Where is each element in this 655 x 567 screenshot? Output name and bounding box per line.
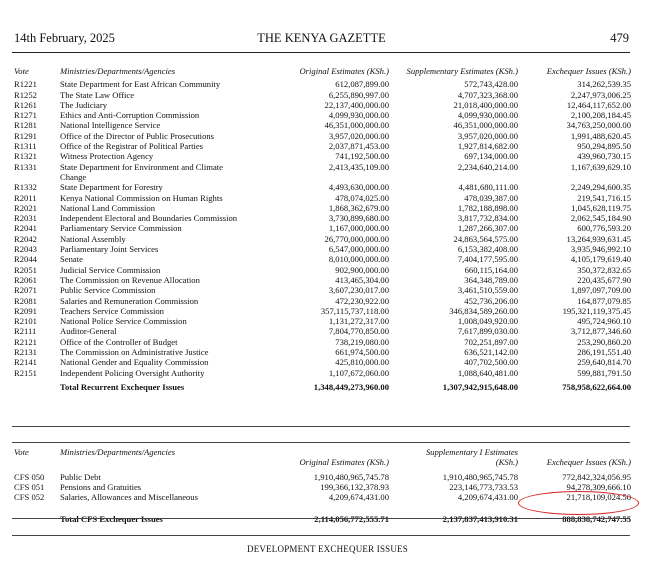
row-vote: R1271 (14, 110, 37, 121)
row-supplementary: 4,707,323,368.00 (457, 89, 518, 100)
row-supplementary: 4,209,674,431.00 (457, 492, 518, 503)
recurrent-total-original: 1,348,449,273,960.00 (313, 381, 389, 392)
table-row (14, 234, 633, 244)
row-original: 4,099,930,000.00 (328, 110, 389, 121)
table-row (14, 203, 633, 213)
recurrent-total-top-rule (12, 426, 630, 427)
row-name: Independent Electoral and Boundaries Commission (60, 213, 238, 224)
row-original: 478,074,025.00 (335, 192, 389, 203)
table-row (14, 357, 633, 367)
row-exchequer: 2,062,545,184.90 (570, 213, 631, 224)
row-original: 357,115,737,118.00 (320, 305, 389, 316)
table-row (14, 347, 633, 357)
row-vote: R1291 (14, 130, 37, 141)
row-name: The State Law Office (60, 89, 135, 100)
row-supplementary: 572,743,428.00 (464, 79, 518, 90)
row-exchequer: 21,718,109,024.50 (566, 492, 631, 503)
row-supplementary: 7,404,177,595.00 (457, 254, 518, 265)
row-original: 1,868,362,679.00 (328, 202, 389, 213)
row-name: The Commission on Administrative Justice (60, 347, 209, 358)
row-original: 3,730,899,680.00 (328, 213, 389, 224)
row-exchequer: 94,278,309,666.10 (566, 481, 631, 492)
row-supplementary: 364,348,789.00 (464, 274, 518, 285)
row-vote: R1252 (14, 89, 37, 100)
row-exchequer: 1,167,639,629.10 (570, 161, 631, 172)
row-supplementary: 1,782,188,898.00 (457, 202, 518, 213)
row-original: 4,209,674,431.00 (328, 492, 389, 503)
table-row (14, 492, 633, 502)
row-name: Senate (60, 254, 83, 265)
row-vote: R2081 (14, 295, 37, 306)
row-exchequer: 1,045,628,119.75 (571, 202, 631, 213)
row-vote: CFS 052 (14, 492, 45, 503)
row-vote: R2141 (14, 357, 37, 368)
row-vote: R2131 (14, 347, 37, 358)
row-exchequer: 164,877,079.85 (577, 295, 631, 306)
table-row (14, 265, 633, 275)
row-original: 413,465,304.00 (335, 274, 389, 285)
row-original: 46,351,000,000.00 (324, 120, 389, 131)
row-name: State Department for Environment and Climate Change (60, 161, 223, 182)
cfs-col-exchequer: Exchequer Issues (KSh.) (546, 457, 631, 468)
header-rule (12, 52, 630, 53)
row-original: 472,230,922.00 (335, 295, 389, 306)
row-exchequer: 259,640,814.70 (577, 357, 631, 368)
row-supplementary: 1,910,480,965,745.78 (442, 471, 518, 482)
row-vote: R2071 (14, 285, 37, 296)
row-supplementary: 697,134,000.00 (464, 151, 518, 162)
row-supplementary: 21,018,400,000.00 (453, 99, 518, 110)
table-row (14, 254, 633, 264)
row-original: 199,366,132,378.93 (320, 481, 389, 492)
row-exchequer: 2,100,208,184.45 (570, 110, 631, 121)
row-name: The Commission on Revenue Allocation (60, 274, 200, 285)
row-original: 22,137,400,000.00 (324, 99, 389, 110)
table-row (14, 368, 633, 378)
row-exchequer: 220,435,677.90 (577, 274, 631, 285)
row-name: Public Service Commission (60, 285, 156, 296)
row-exchequer: 4,105,179,619.40 (570, 254, 631, 265)
row-exchequer: 1,991,488,620.45 (570, 130, 631, 141)
row-vote: R1261 (14, 99, 37, 110)
gazette-title: THE KENYA GAZETTE (257, 31, 386, 45)
row-original: 1,910,480,965,745.78 (313, 471, 389, 482)
row-name: Office of the Controller of Budget (60, 336, 178, 347)
col-exchequer: Exchequer Issues (KSh.) (546, 66, 631, 76)
row-original: 4,493,630,000.00 (328, 182, 389, 193)
row-exchequer: 253,290,860.20 (577, 336, 631, 347)
row-vote: R2011 (14, 192, 37, 203)
row-exchequer: 1,897,097,709.00 (570, 285, 631, 296)
row-vote: R2031 (14, 213, 37, 224)
row-supplementary: 4,481,680,111.00 (458, 182, 518, 193)
col-vote: Vote (14, 66, 29, 76)
table-row (14, 482, 633, 492)
row-name: State Department for Forestry (60, 182, 163, 193)
cfs-table (14, 447, 633, 525)
row-vote: R2151 (14, 367, 37, 378)
row-exchequer: 2,249,294,600.35 (570, 182, 631, 193)
row-original: 902,900,000.00 (335, 264, 389, 275)
table-row (14, 296, 633, 306)
row-exchequer: 599,881,791.50 (577, 367, 631, 378)
row-supplementary: 636,521,142.00 (464, 347, 518, 358)
table-row (14, 193, 633, 203)
row-exchequer: 286,191,551.40 (577, 347, 631, 358)
row-exchequer: 600,776,593.20 (577, 223, 631, 234)
row-exchequer: 950,294,895.50 (577, 141, 631, 152)
table-row (14, 100, 633, 110)
row-original: 2,037,871,453.00 (328, 141, 389, 152)
row-supplementary: 7,617,899,030.00 (457, 326, 518, 337)
row-original: 425,810,000.00 (335, 357, 389, 368)
recurrent-total-exchequer: 758,958,622,664.00 (562, 381, 631, 392)
cfs-header-row-1 (14, 447, 633, 457)
row-name: Independent Policing Oversight Authority (60, 367, 205, 378)
row-exchequer: 2,247,973,006.25 (570, 89, 631, 100)
recurrent-header-row (14, 66, 633, 76)
recurrent-total-label: Total Recurrent Exchequer Issues (60, 381, 185, 392)
row-vote: R2101 (14, 316, 37, 327)
row-supplementary: 702,251,897.00 (464, 336, 518, 347)
col-ministry: Ministries/Departments/Agencies (60, 66, 176, 76)
row-original: 2,413,435,109.00 (328, 161, 389, 172)
row-vote: R2121 (14, 336, 37, 347)
row-supplementary: 3,957,020,000.00 (457, 130, 518, 141)
row-name: Parliamentary Joint Services (60, 244, 159, 255)
table-row (14, 79, 633, 89)
row-supplementary: 3,461,510,559.00 (457, 285, 518, 296)
row-supplementary: 3,817,732,834.00 (457, 213, 518, 224)
row-name: Judicial Service Commission (60, 264, 161, 275)
table-row (14, 141, 633, 151)
row-original: 738,219,080.00 (335, 336, 389, 347)
page-number: 479 (610, 31, 629, 45)
table-row (14, 182, 633, 192)
table-row (14, 131, 633, 141)
row-name: Ethics and Anti-Corruption Commission (60, 110, 200, 121)
row-original: 6,547,000,000.00 (328, 244, 389, 255)
row-original: 1,167,000,000.00 (328, 223, 389, 234)
row-exchequer: 219,541,716.15 (577, 192, 631, 203)
row-supplementary: 1,287,266,307.00 (457, 223, 518, 234)
row-exchequer: 3,712,877,346.60 (570, 326, 631, 337)
row-vote: R1332 (14, 182, 37, 193)
row-original: 8,010,000,000.00 (328, 254, 389, 265)
table-row (14, 275, 633, 285)
row-name: National Police Service Commission (60, 316, 187, 327)
cfs-col-supplementary-1: Supplementary I Estimates (425, 447, 518, 457)
row-name: Public Debt (60, 471, 101, 482)
cfs-col-ministry: Ministries/Departments/Agencies (60, 447, 176, 457)
row-original: 6,255,890,997.00 (328, 89, 389, 100)
row-vote: R1331 (14, 161, 37, 172)
cfs-total-top-rule (12, 518, 630, 519)
row-supplementary: 1,088,640,481.00 (457, 367, 518, 378)
row-vote: R2111 (14, 326, 37, 337)
row-supplementary: 1,927,814,682.00 (457, 141, 518, 152)
row-vote: R1221 (14, 79, 37, 90)
row-name: National Gender and Equality Commission (60, 357, 209, 368)
col-supplementary: Supplementary Estimates (KSh.) (406, 66, 518, 76)
row-supplementary: 346,834,589,260.00 (449, 305, 518, 316)
row-vote: R2042 (14, 233, 37, 244)
recurrent-total-bottom-rule (12, 442, 630, 443)
gazette-header (14, 31, 629, 47)
row-original: 26,770,000,000.00 (324, 233, 389, 244)
table-row (14, 306, 633, 316)
cfs-total-original: 2,114,056,772,555.71 (314, 514, 389, 525)
cfs-total-row (14, 514, 633, 524)
row-exchequer: 314,262,539.35 (577, 79, 631, 90)
table-row (14, 162, 633, 183)
row-supplementary: 478,039,387.00 (464, 192, 518, 203)
row-name: Parliamentary Service Commission (60, 223, 182, 234)
row-name: Kenya National Commission on Human Rights (60, 192, 223, 203)
row-exchequer: 13,264,939,631.45 (566, 233, 631, 244)
row-supplementary: 660,115,164.00 (464, 264, 518, 275)
row-exchequer: 195,321,119,375.45 (562, 305, 631, 316)
row-vote: R2091 (14, 305, 37, 316)
row-original: 661,974,500.00 (335, 347, 389, 358)
row-vote: R2021 (14, 202, 37, 213)
cfs-total-supplementary: 2,137,837,413,910.31 (442, 514, 518, 525)
table-row (14, 213, 633, 223)
table-row (14, 90, 633, 100)
section-caption: DEVELOPMENT EXCHEQUER ISSUES (247, 544, 408, 554)
row-vote: R1321 (14, 151, 37, 162)
row-name: National Assembly (60, 233, 126, 244)
cfs-col-supplementary-2: (KSh.) (495, 457, 518, 468)
row-supplementary: 24,863,564,575.00 (453, 233, 518, 244)
row-name: Salaries, Allowances and Miscellaneous (60, 492, 198, 503)
row-vote: R2051 (14, 264, 37, 275)
row-supplementary: 6,153,382,408.00 (457, 244, 518, 255)
row-original: 741,192,500.00 (335, 151, 389, 162)
cfs-total-exchequer: 888,838,742,747.55 (562, 514, 631, 525)
col-original: Original Estimates (KSh.) (299, 66, 389, 76)
table-row (14, 223, 633, 233)
row-name: Office of the Director of Public Prosecutions (60, 130, 215, 141)
row-exchequer: 495,724,960.10 (577, 316, 631, 327)
row-name: National Intelligence Service (60, 120, 161, 131)
row-name: Salaries and Remuneration Commission (60, 295, 199, 306)
row-original: 1,131,272,317.00 (328, 316, 389, 327)
row-exchequer: 34,763,250,000.00 (566, 120, 631, 131)
row-supplementary: 2,234,640,214.00 (457, 161, 518, 172)
row-original: 3,957,020,000.00 (328, 130, 389, 141)
row-name: The Judiciary (60, 99, 108, 110)
recurrent-table (14, 66, 633, 392)
row-exchequer: 439,960,730.15 (577, 151, 631, 162)
row-supplementary: 4,099,930,000.00 (457, 110, 518, 121)
row-supplementary: 46,351,000,000.00 (453, 120, 518, 131)
table-row (14, 472, 633, 482)
row-original: 1,107,672,060.00 (328, 367, 389, 378)
table-row (14, 110, 633, 120)
table-row (14, 285, 633, 295)
row-vote: R2041 (14, 223, 37, 234)
row-name: Witness Protection Agency (60, 151, 154, 162)
gazette-date: 14th February, 2025 (14, 31, 115, 45)
table-row (14, 244, 633, 254)
row-original: 3,607,230,017.00 (328, 285, 389, 296)
recurrent-total-row (14, 382, 633, 392)
row-exchequer: 3,935,946,992.10 (570, 244, 631, 255)
row-original: 612,087,899.00 (335, 79, 389, 90)
cfs-total-bottom-rule (12, 535, 630, 536)
row-name: Office of the Registrar of Political Parties (60, 141, 204, 152)
recurrent-body (14, 79, 633, 378)
row-name: Teachers Service Commission (60, 305, 164, 316)
row-supplementary: 223,146,773,733.53 (449, 481, 518, 492)
row-exchequer: 772,842,324,056.95 (562, 471, 631, 482)
row-vote: CFS 051 (14, 481, 45, 492)
row-exchequer: 12,464,117,652.00 (566, 99, 631, 110)
table-row (14, 151, 633, 161)
row-supplementary: 407,702,500.00 (464, 357, 518, 368)
table-row (14, 316, 633, 326)
row-supplementary: 452,736,206.00 (464, 295, 518, 306)
cfs-col-original: Original Estimates (KSh.) (299, 457, 389, 468)
row-exchequer: 350,372,832.65 (577, 264, 631, 275)
row-name: State Department for East African Community (60, 79, 221, 90)
table-row (14, 326, 633, 336)
row-name: Pensions and Gratuities (60, 481, 142, 492)
table-row (14, 120, 633, 130)
row-name: Auditor-General (60, 326, 117, 337)
row-vote: R1281 (14, 120, 37, 131)
row-supplementary: 1,008,049,920.00 (457, 316, 518, 327)
recurrent-total-supplementary: 1,307,942,915,648.00 (442, 381, 518, 392)
row-vote: R2061 (14, 274, 37, 285)
cfs-col-vote: Vote (14, 447, 29, 457)
cfs-total-label: Total CFS Exchequer Issues (60, 514, 163, 525)
row-name: National Land Commission (60, 202, 156, 213)
row-vote: R2043 (14, 244, 37, 255)
row-vote: CFS 050 (14, 471, 45, 482)
row-vote: R2044 (14, 254, 37, 265)
cfs-body (14, 472, 633, 503)
row-original: 7,804,770,850.00 (328, 326, 389, 337)
table-row (14, 337, 633, 347)
row-vote: R1311 (14, 141, 37, 152)
cfs-header-row-2 (14, 457, 633, 467)
